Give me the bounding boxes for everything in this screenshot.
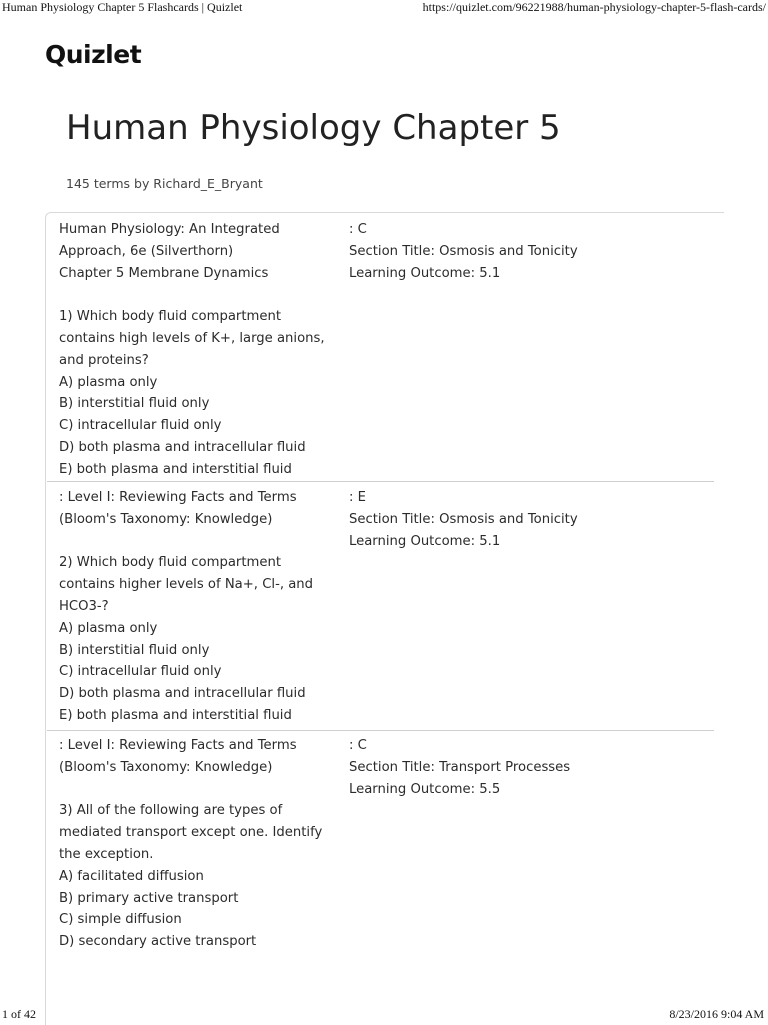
card-definition: : E Section Title: Osmosis and Tonicity Learning Outcome: 5.1 [349, 490, 578, 549]
print-header-page-title: Human Physiology Chapter 5 Flashcards | Quizlet [2, 0, 243, 14]
quizlet-logo[interactable]: Quizlet [45, 40, 142, 69]
print-footer-page-count: 1 of 42 [2, 1007, 36, 1021]
print-header-url[interactable]: https://quizlet.com/96221988/human-physiology-chapter-5-flash-cards/ [422, 0, 766, 14]
card-divider [47, 481, 714, 482]
card-definition: : C Section Title: Transport Processes Learning Outcome: 5.5 [349, 738, 571, 797]
set-title: Human Physiology Chapter 5 [66, 108, 561, 148]
card-divider [47, 730, 714, 731]
card-term: : Level I: Reviewing Facts and Terms (Bloom's Taxonomy: Knowledge) 2) Which body fluid compartment contains higher levels of Na+, Cl-, and HCO3-? A) plasma only B) interstitial fluid only C) intracellular fluid only D) both plasma and intracellular fluid E) both plasma and interstitial fluid [59, 490, 314, 723]
flashcard-list [45, 212, 724, 1025]
card-definition: : C Section Title: Osmosis and Tonicity Learning Outcome: 5.1 [349, 222, 578, 281]
print-header [0, 0, 768, 16]
set-meta: 145 terms by Richard_E_Bryant [66, 176, 263, 191]
print-footer-datetime: 8/23/2016 9:04 AM [669, 1007, 764, 1021]
card-term: : Level I: Reviewing Facts and Terms (Bloom's Taxonomy: Knowledge) 3) All of the following are types of mediated transport except one. Identify the exception. A) facilitated diffusion B) primary active transport C) simple diffusion D) secondary active transport [59, 738, 323, 950]
card-term: Human Physiology: An Integrated Approach, 6e (Silverthorn) Chapter 5 Membrane Dynamics 1) Which body fluid compartment contains high levels of K+, large anions, and proteins? A) plasma only B) interstitial fluid only C) intracellular fluid only D) both plasma and intracellular fluid E) both plasma and interstitial fluid [59, 222, 325, 477]
print-footer [0, 1006, 768, 1022]
